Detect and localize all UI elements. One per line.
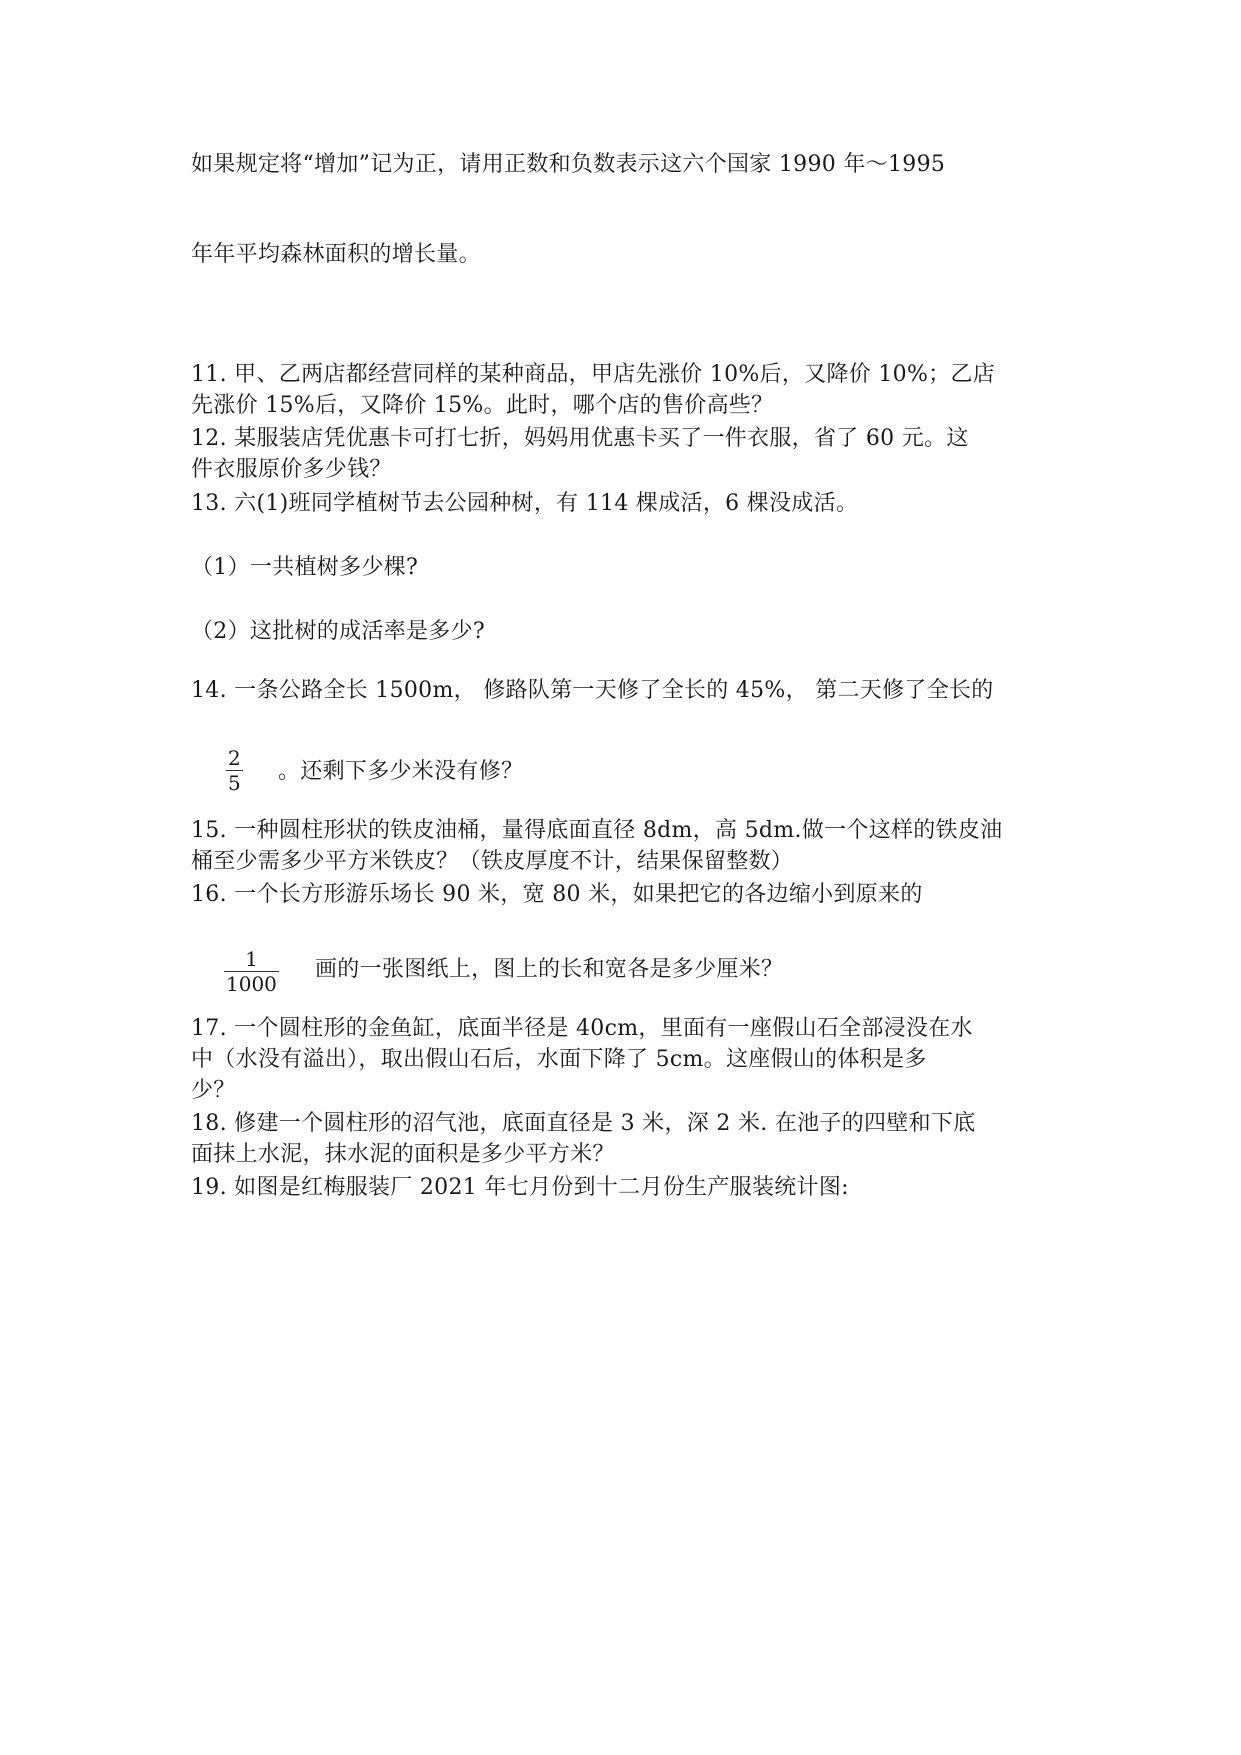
fraction-two-fifths — [226, 746, 243, 795]
q12-line-2: 件衣服原价多少钱？ — [191, 457, 392, 482]
q19-line-1: 19. 如图是红梅服装厂 2021 年七月份到十二月份生产服装统计图: — [191, 1175, 849, 1200]
q17-line-2: 中（水没有溢出），取出假山石后，水面下降了 5cm。这座假山的体积是多 — [191, 1047, 927, 1072]
fraction-one-thousandth — [224, 947, 279, 996]
q16-line-2: 画的一张图纸上，图上的长和宽各是多少厘米？ — [315, 957, 784, 982]
q15-line-2: 桶至少需多少平方米铁皮？（铁皮厚度不计，结果保留整数） — [191, 849, 794, 874]
q12-line-1: 12. 某服装店凭优惠卡可打七折，妈妈用优惠卡买了一件衣服，省了 60 元。这 — [191, 426, 969, 451]
q13-line-1: 13. 六(1)班同学植树节去公园种树，有 114 棵成活，6 棵没成活。 — [191, 491, 859, 516]
intro-line-2: 年年平均森林面积的增长量。 — [191, 242, 481, 267]
q11-line-1: 11. 甲、乙两店都经营同样的某种商品，甲店先涨价 10%后，又降价 10%；乙店 — [191, 362, 996, 387]
q14-line-2: 。还剩下多少米没有修？ — [278, 759, 524, 784]
fraction-denominator: 5 — [228, 771, 241, 795]
q13-sub-1: （1）一共植树多少棵? — [191, 555, 419, 580]
fraction-numerator: 1 — [245, 947, 258, 971]
q11-line-2: 先涨价 15%后，又降价 15%。此时，哪个店的售价高些？ — [191, 393, 774, 418]
q17-line-1: 17. 一个圆柱形的金鱼缸，底面半径是 40cm，里面有一座假山石全部浸没在水 — [191, 1016, 973, 1041]
q17-line-3: 少？ — [191, 1078, 236, 1103]
q14-line-1: 14. 一条公路全长 1500m， 修路队第一天修了全长的 45%， 第二天修了全长的 — [191, 678, 994, 703]
q18-line-1: 18. 修建一个圆柱形的沼气池，底面直径是 3 米，深 2 米. 在池子的四壁和下底 — [191, 1111, 976, 1136]
fraction-numerator: 2 — [228, 746, 241, 770]
q18-line-2: 面抹上水泥，抹水泥的面积是多少平方米？ — [191, 1142, 615, 1167]
q13-sub-2: （2）这批树的成活率是多少? — [191, 619, 485, 644]
q16-line-1: 16. 一个长方形游乐场长 90 米，宽 80 米，如果把它的各边缩小到原来的 — [191, 882, 923, 907]
fraction-denominator: 1000 — [226, 972, 277, 996]
intro-line-1: 如果规定将“增加”记为正，请用正数和负数表示这六个国家 1990 年～1995 — [191, 152, 946, 177]
q15-line-1: 15. 一种圆柱形状的铁皮油桶，量得底面直径 8dm，高 5dm.做一个这样的铁皮油 — [191, 818, 1003, 843]
